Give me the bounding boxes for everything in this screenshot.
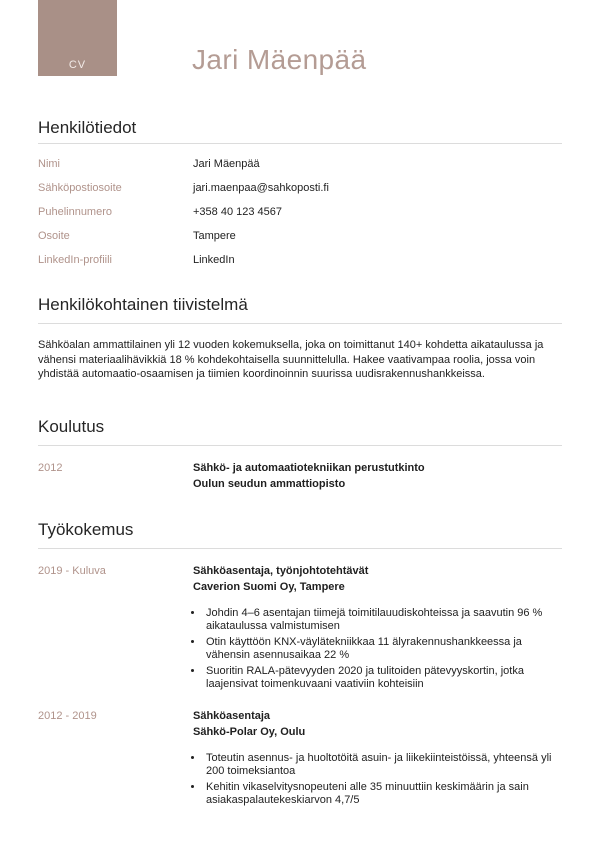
entry-role: Sähköasentaja xyxy=(193,709,271,722)
entry-body xyxy=(193,563,562,694)
info-row xyxy=(38,248,562,272)
page-title: Jari Mäenpää xyxy=(192,44,367,75)
divider xyxy=(38,445,562,446)
section-summary xyxy=(38,294,562,382)
bullet-item: • Suoritin RALA-pätevyyden 2020 ja tulitoiden pätevyyskortin, jotka laajensivat toimenkuvaani vaativiin kohteisiin xyxy=(204,665,562,692)
education-entry xyxy=(38,460,562,492)
info-value: Jari Mäenpää xyxy=(193,158,260,170)
education-entries xyxy=(38,460,562,492)
section-personal xyxy=(38,117,562,272)
info-value: Tampere xyxy=(193,230,236,242)
divider xyxy=(38,323,562,324)
experience-entry xyxy=(38,563,562,694)
info-value: jari.maenpaa@sahkoposti.fi xyxy=(193,182,329,194)
summary-text: Sähköalan ammattilainen yli 12 vuoden kokemuksella, joka on toimittanut 140+ kohdetta aikataulussa ja vähensi materiaalihävikkiä 18 % kohdekohtaisella suunnittelulla. Hakee vaativampaa roolia, jossa voin yhdistää automaatio-osaamisen ja tiimien koordinoinnin suurissa uudisrakennushankkeissa. xyxy=(38,339,544,380)
cv-badge-label: CV xyxy=(68,59,87,71)
experience-entry xyxy=(38,708,562,810)
info-label: Sähköpostiosoite xyxy=(38,182,122,194)
info-row xyxy=(38,152,562,176)
entry-body xyxy=(193,708,562,810)
bullet-item: • Otin käyttöön KNX-väylätekniikkaa 11 älyrakennushankkeessa ja vähensin asennusaikaa 22 % xyxy=(204,636,562,663)
entry-role: Sähköasentaja, työnjohtotehtävät xyxy=(193,564,369,577)
entry-school: Oulun seudun ammattiopisto xyxy=(193,477,346,490)
section-title-personal: Henkilötiedot xyxy=(38,118,137,137)
bullet-list xyxy=(193,752,562,808)
entry-period: 2012 - 2019 xyxy=(38,709,97,722)
bullet-item: • Toteutin asennus- ja huoltotöitä asuin- ja liikekiinteistöissä, yhteensä yli 200 toimeksiantoa xyxy=(204,752,562,779)
info-row xyxy=(38,200,562,224)
info-row xyxy=(38,224,562,248)
experience-entries xyxy=(38,563,562,810)
section-title-education: Koulutus xyxy=(38,416,105,436)
info-label: LinkedIn-profiili xyxy=(38,254,112,266)
info-value: LinkedIn xyxy=(193,254,235,266)
entry-period: 2012 xyxy=(38,461,63,474)
section-education xyxy=(38,416,562,492)
cv-header xyxy=(38,0,562,76)
entry-period: 2019 - Kuluva xyxy=(38,564,106,577)
info-value: +358 40 123 4567 xyxy=(193,206,283,218)
info-label: Osoite xyxy=(38,230,70,242)
entry-degree: Sähkö- ja automaatiotekniikan perustutkinto xyxy=(193,461,425,474)
section-experience xyxy=(38,519,562,810)
section-title-experience: Työkokemus xyxy=(38,519,134,539)
info-label: Puhelinnumero xyxy=(38,206,112,218)
personal-info-list xyxy=(38,152,562,272)
info-label: Nimi xyxy=(38,158,60,170)
entry-company: Sähkö-Polar Oy, Oulu xyxy=(193,725,306,738)
section-title-summary: Henkilökohtainen tiivistelmä xyxy=(38,295,248,314)
divider xyxy=(38,143,562,144)
entry-body xyxy=(193,460,562,492)
entry-company: Caverion Suomi Oy, Tampere xyxy=(193,580,345,593)
bullet-item: • Kehitin vikaselvitysnopeuteni alle 35 minuuttiin keskimäärin ja sain asiakaspalautekeskiarvon 4,7/5 xyxy=(204,781,562,808)
info-row xyxy=(38,176,562,200)
bullet-item: • Johdin 4–6 asentajan tiimejä toimitilauudiskohteissa ja saavutin 96 % aikataulussa valmistumisen xyxy=(204,607,562,634)
divider xyxy=(38,548,562,549)
bullet-list xyxy=(193,607,562,692)
cv-badge xyxy=(38,0,117,76)
